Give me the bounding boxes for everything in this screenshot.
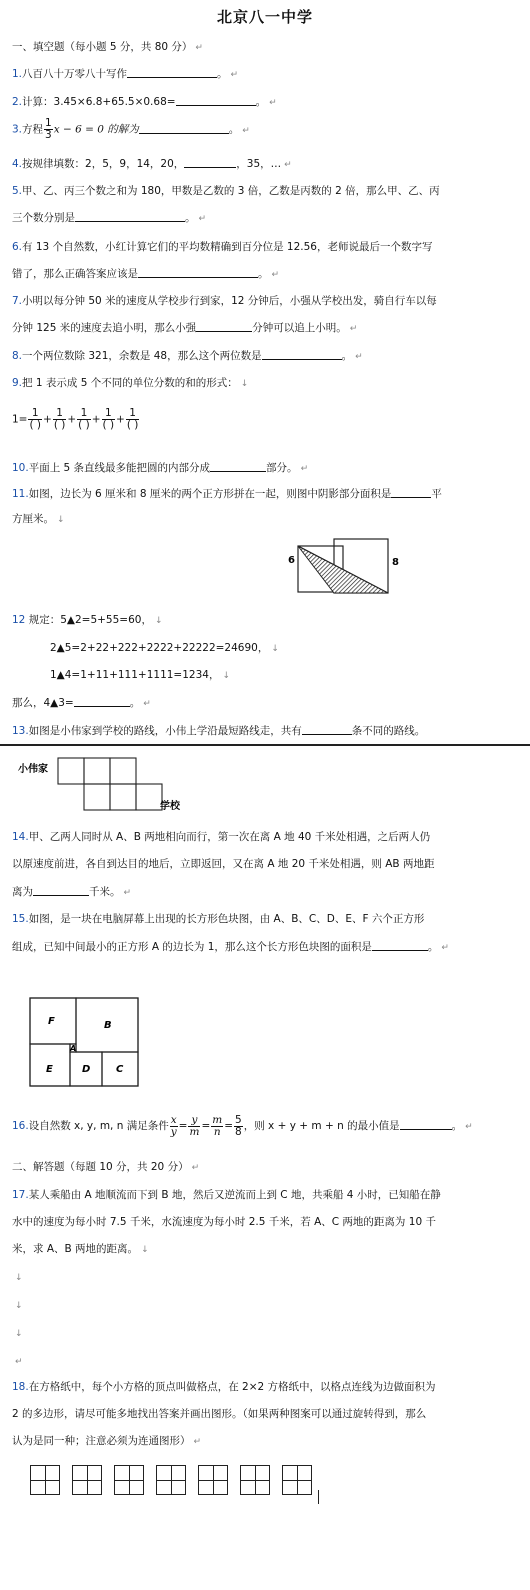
answer-blank-4[interactable]	[184, 156, 236, 168]
rectangle-squares-figure	[28, 996, 148, 1092]
question-6-line1: 6.有 13 个自然数，小红计算它们的平均数精确到百分位是 12.56，老师说最后一个数字写	[12, 241, 433, 253]
answer-blank-2[interactable]	[176, 94, 256, 106]
question-7-line1: 7.小明以每分钟 50 米的速度从学校步行到家，12 分钟后，小强从学校出发，骑自行车以每	[12, 295, 437, 307]
question-9: 9.把 1 表示成 5 个不同的单位分数的和的形式： ↓	[12, 377, 249, 389]
answer-blank-15[interactable]	[372, 939, 428, 951]
fraction-one-third: $\frac{1}{3}$	[45, 117, 52, 141]
question-11-line2: 方厘米。 ↓	[12, 513, 65, 525]
unit-fraction-4[interactable]: $\frac{1}{( )}$	[102, 407, 115, 431]
answer-blank-14[interactable]	[33, 884, 89, 896]
question-14-line1: 14.甲、乙两人同时从 A、B 两地相向而行，第一次在离 A 地 40 千米处相遇，之后两人仍	[12, 831, 431, 843]
question-14-line2: 以原速度前进，各自到达目的地后，立即返回，又在离 A 地 20 千米处相遇，则 AB 两地距	[12, 858, 435, 870]
unit-fraction-2[interactable]: $\frac{1}{( )}$	[53, 407, 66, 431]
figure-label-6: 6	[288, 555, 295, 566]
answer-blank-1[interactable]	[127, 66, 217, 78]
answer-blank-10[interactable]	[210, 460, 266, 472]
blank-line-mark: ↓	[15, 1301, 23, 1311]
answer-blank-3[interactable]	[139, 122, 229, 134]
question-5-line1: 5.甲、乙、丙三个数之和为 180，甲数是乙数的 3 倍，乙数是丙数的 2 倍，那么甲、乙、丙	[12, 185, 440, 197]
question-15-line1: 15.如图，是一块在电脑屏幕上出现的长方形色块图，由 A、B、C、D、E、F 六个正方形	[12, 913, 425, 925]
answer-blank-16[interactable]	[400, 1118, 452, 1130]
question-12-line1: 12 规定：5▲2=5+55=60， ↓	[12, 614, 163, 626]
grid-2x2-3[interactable]	[114, 1465, 144, 1495]
question-11-line1: 11.如图，边长为 6 厘米和 8 厘米的两个正方形拼在一起，则图中阴影部分面积是 平	[12, 488, 442, 500]
question-6-line2: 错了，那么正确答案应该是 。 ↵	[12, 268, 280, 280]
question-17-line2: 水中的速度为每小时 7.5 千米，水流速度为每小时 2.5 千米，若 A、C 两地的距离为 10 千	[12, 1216, 436, 1228]
square-f-label: F	[48, 1016, 55, 1027]
question-12-line3: 1▲4=1+11+111+1111=1234， ↓	[50, 669, 230, 681]
question-15-line2: 组成，已知中间最小的正方形 A 的边长为 1，那么这个长方形色块图的面积是 。 ↵	[12, 941, 449, 953]
unit-fraction-equation: 1= $\frac{1}{( )}$ + $\frac{1}{( )}$ + $\frac{1}{( )}$ + $\frac{1}{( )}$ + $\frac{1}{( )}$	[12, 407, 139, 431]
blank-line-mark: ↓	[15, 1329, 23, 1339]
home-label: 小伟家	[18, 764, 48, 775]
grid-2x2-5[interactable]	[198, 1465, 228, 1495]
section2-heading: 二、解答题（每题 10 分，共 20 分） ↵	[12, 1161, 200, 1173]
answer-blank-7[interactable]	[196, 320, 252, 332]
question-16: 16.设自然数 x, y, m, n 满足条件 $\frac{x}{y}$ = $\frac{y}{m}$ = $\frac{m}{n}$ = $\frac{5}{8}$ ，则 x + y + m + n 的最小值是 。 ↵	[12, 1113, 473, 1138]
unit-fraction-3[interactable]: $\frac{1}{( )}$	[78, 407, 90, 431]
blank-line-mark: ↵	[15, 1357, 23, 1367]
route-grid-figure	[18, 752, 198, 814]
square-a-label: A	[70, 1044, 77, 1053]
question-18-line3: 认为是同一种；注意必须为连通图形） ↵	[12, 1435, 202, 1447]
square-b-label: B	[104, 1020, 112, 1031]
grid-2x2-7[interactable]	[282, 1465, 312, 1495]
school-label: 学校	[160, 801, 180, 812]
question-14-line3: 离为 千米。 ↵	[12, 886, 132, 898]
question-1: 1.八百八十万零八十写作 。 ↵	[12, 68, 239, 80]
two-squares-figure	[286, 535, 406, 599]
question-10: 10.平面上 5 条直线最多能把圆的内部分成 部分。 ↵	[12, 462, 309, 474]
question-17-line3: 米，求 A、B 两地的距离。 ↓	[12, 1243, 149, 1255]
question-2: 2.计算：3.45×6.8+65.5×0.68= 。 ↵	[12, 96, 277, 108]
section1-heading: 一、填空题（每小题 5 分，共 80 分） ↵	[12, 41, 203, 53]
answer-blank-12[interactable]	[74, 695, 130, 707]
question-12-line4: 那么，4▲3= 。 ↵	[12, 697, 151, 709]
question-3: 3.方程 $\frac{1}{3}$ x − 6 = 0 的解为 。 ↵	[12, 117, 250, 141]
question-5-line2: 三个数分别是 。 ↵	[12, 212, 207, 224]
question-18-line2: 2 的多边形，请尽可能多地找出答案并画出图形。（如果两种图案可以通过旋转得到，那么	[12, 1408, 427, 1420]
grid-2x2-2[interactable]	[72, 1465, 102, 1495]
question-12-line2: 2▲5=2+22+222+2222+22222=24690， ↓	[50, 642, 279, 654]
grid-2x2-6[interactable]	[240, 1465, 270, 1495]
answer-blank-11[interactable]	[391, 486, 431, 498]
question-4: 4.按规律填数：2，5，9，14，20， ，35，… ↵	[12, 158, 292, 170]
text-cursor	[318, 1490, 319, 1504]
grid-2x2-4[interactable]	[156, 1465, 186, 1495]
question-13: 13.如图是小伟家到学校的路线，小伟上学沿最短路线走，共有 条不同的路线。	[12, 725, 426, 737]
figure-label-8: 8	[392, 557, 399, 568]
question-18-line1: 18.在方格纸中，每个小方格的顶点叫做格点，在 2×2 方格纸中，以格点连线为边做面积为	[12, 1381, 436, 1393]
question-8: 8.一个两位数除 321，余数是 48，那么这个两位数是 。 ↵	[12, 350, 363, 362]
question-7-line2: 分钟 125 米的速度去追小明，那么小强 分钟可以追上小明。 ↵	[12, 322, 358, 334]
answer-blank-8[interactable]	[262, 348, 342, 360]
square-e-label: E	[46, 1064, 53, 1075]
square-c-label: C	[116, 1064, 124, 1075]
square-d-label: D	[82, 1064, 91, 1075]
answer-blank-5[interactable]	[75, 210, 185, 222]
unit-fraction-1[interactable]: $\frac{1}{( )}$	[29, 407, 42, 431]
grid-2x2-1[interactable]	[30, 1465, 60, 1495]
page-title: 北京八一中学	[216, 8, 313, 26]
unit-fraction-5[interactable]: $\frac{1}{( )}$	[126, 407, 139, 431]
page-divider	[0, 744, 530, 746]
answer-blank-6[interactable]	[138, 266, 258, 278]
blank-line-mark: ↓	[15, 1273, 23, 1283]
answer-blank-13[interactable]	[302, 723, 352, 735]
question-17-line1: 17.某人乘船由 A 地顺流而下到 B 地，然后又逆流而上到 C 地，共乘船 4 小时，已知船在静	[12, 1189, 441, 1201]
